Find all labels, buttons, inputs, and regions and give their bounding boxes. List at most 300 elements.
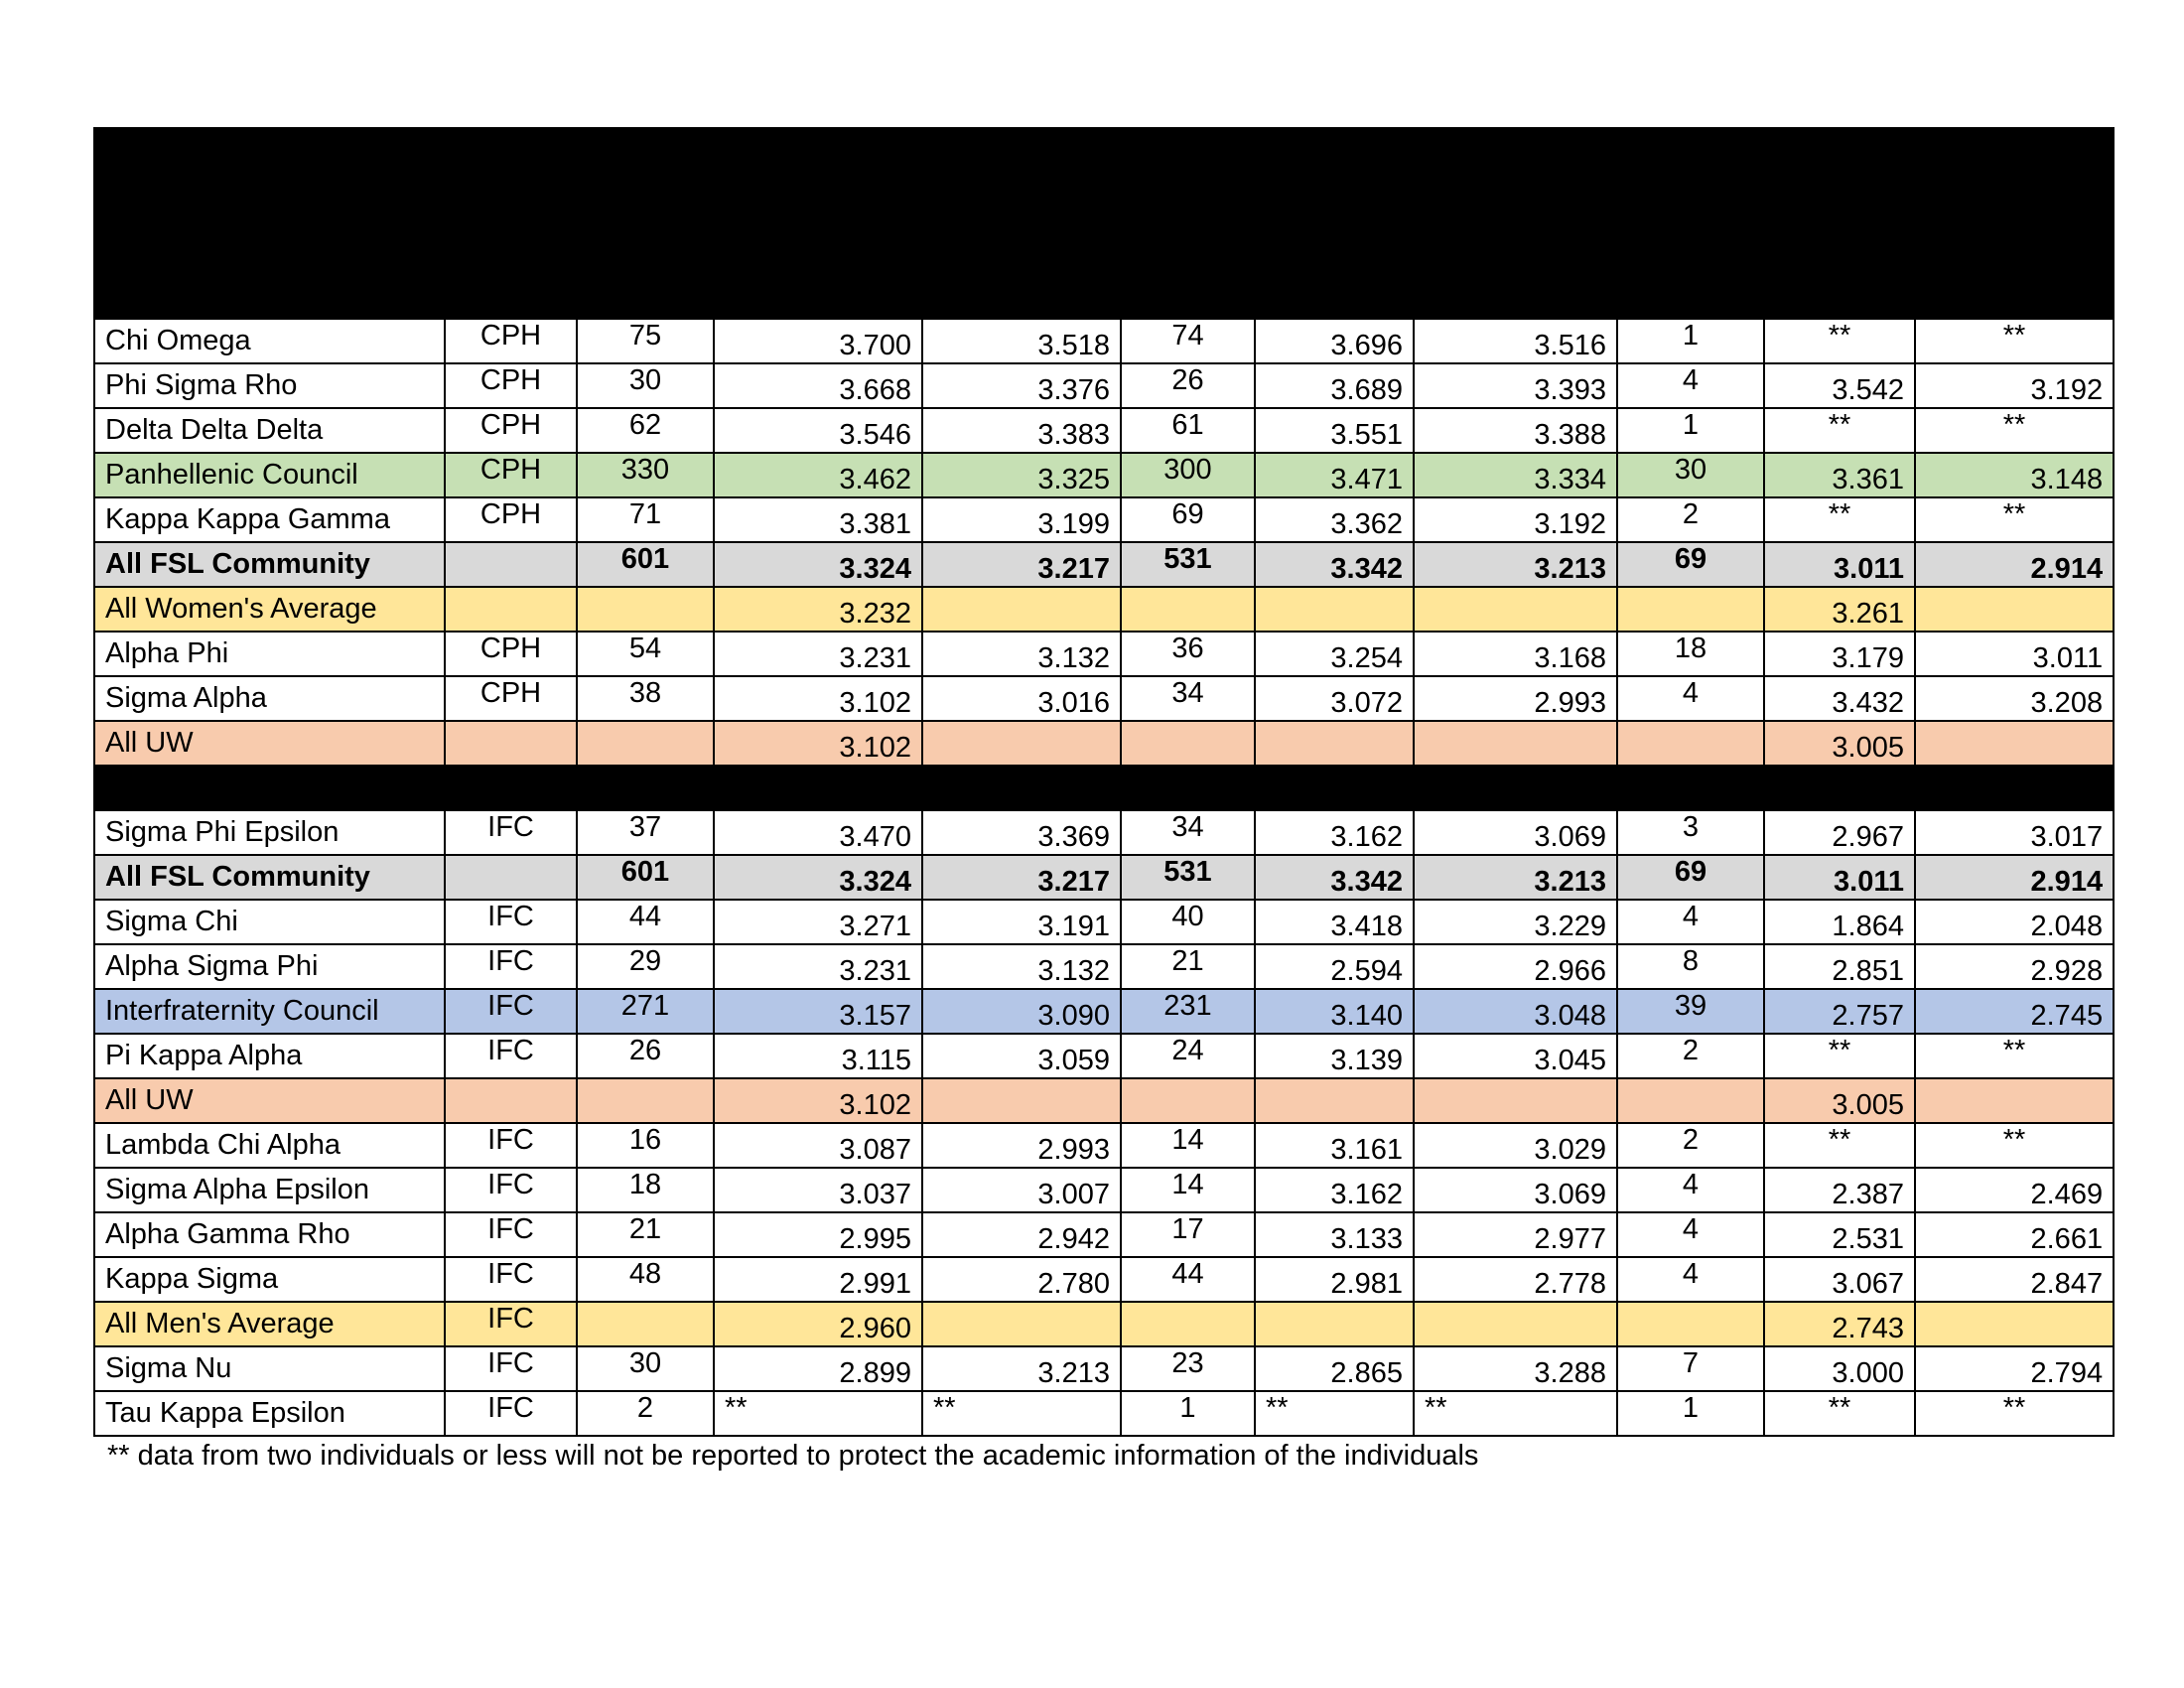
table-cell: 24 — [1121, 1034, 1255, 1078]
table-cell: 3.069 — [1414, 1168, 1617, 1212]
column-header — [94, 204, 445, 319]
table-cell: 2.757 — [1764, 989, 1915, 1034]
table-cell — [1255, 766, 1414, 810]
column-header-line: Semester — [755, 263, 881, 295]
chapter-name-cell: Interfraternity Council — [94, 989, 445, 1034]
table-cell: 2.794 — [1915, 1346, 2114, 1391]
column-header — [1121, 204, 1255, 319]
column-header-line: Full Chapter — [943, 226, 1100, 258]
column-header — [445, 204, 577, 319]
table-cell: CPH — [445, 408, 577, 453]
column-header — [577, 204, 714, 319]
table-cell: 4 — [1617, 900, 1764, 944]
table-cell: 30 — [577, 1346, 714, 1391]
table-cell — [1121, 1078, 1255, 1123]
chapter-name-cell: All UW — [94, 721, 445, 766]
chapter-name-cell — [94, 766, 445, 810]
table-cell: ** — [1764, 1391, 1915, 1436]
table-cell: 3.383 — [922, 408, 1121, 453]
table-cell: 3.072 — [1255, 676, 1414, 721]
table-cell: 2.531 — [1764, 1212, 1915, 1257]
column-header — [922, 204, 1121, 319]
table-cell: 16 — [577, 1123, 714, 1168]
chapter-name-cell: Delta Delta Delta — [94, 408, 445, 453]
table-cell: 29 — [577, 944, 714, 989]
chapter-name-cell: Panhellenic Council — [94, 453, 445, 497]
chapter-name-cell: Lambda Chi Alpha — [94, 1123, 445, 1168]
table-cell: 3.462 — [714, 453, 922, 497]
table-cell: 3.102 — [714, 676, 922, 721]
table-cell: 3.700 — [714, 319, 922, 363]
table-cell: 3.325 — [922, 453, 1121, 497]
table-row — [94, 944, 2114, 989]
table-cell: ** — [1915, 1391, 2114, 1436]
column-header-line: Active — [1476, 226, 1555, 258]
table-cell: 2.745 — [1915, 989, 2114, 1034]
table-cell: 3.102 — [714, 1078, 922, 1123]
chapter-name-cell: All Men's Average — [94, 1302, 445, 1346]
table-cell: 2.914 — [1915, 855, 2114, 900]
table-cell: 3.551 — [1255, 408, 1414, 453]
table-cell: 3.011 — [1915, 632, 2114, 676]
table-cell: 2.469 — [1915, 1168, 2114, 1212]
table-cell: 3.132 — [922, 944, 1121, 989]
table-cell: 3.229 — [1414, 900, 1617, 944]
table-cell: 2 — [1617, 1034, 1764, 1078]
table-cell — [1414, 1302, 1617, 1346]
table-cell: 21 — [1121, 944, 1255, 989]
table-cell: 3.162 — [1255, 1168, 1414, 1212]
table-cell: 3.342 — [1255, 542, 1414, 587]
chapter-name-cell: Sigma Alpha — [94, 676, 445, 721]
table-cell: 3.045 — [1414, 1034, 1617, 1078]
table-cell: 4 — [1617, 676, 1764, 721]
table-cell: 531 — [1121, 855, 1255, 900]
table-cell — [1617, 1078, 1764, 1123]
table-cell: 39 — [1617, 989, 1764, 1034]
table-cell: CPH — [445, 632, 577, 676]
chapter-name-cell: Sigma Alpha Epsilon — [94, 1168, 445, 1212]
table-cell: 2.851 — [1764, 944, 1915, 989]
chapter-name-cell: Kappa Sigma — [94, 1257, 445, 1302]
table-cell: 75 — [577, 319, 714, 363]
table-cell: 14 — [1121, 1123, 1255, 1168]
table-cell: 3.334 — [1414, 453, 1617, 497]
column-header-line: Cumulative — [949, 263, 1094, 295]
table-cell: IFC — [445, 1346, 577, 1391]
table-cell: 3.324 — [714, 542, 922, 587]
chapter-name-cell: All UW — [94, 1078, 445, 1123]
table-cell: 3.254 — [1255, 632, 1414, 676]
table-cell: 30 — [1617, 453, 1764, 497]
table-cell: 3.132 — [922, 632, 1121, 676]
table-cell: 2.977 — [1414, 1212, 1617, 1257]
table-cell: 3.542 — [1764, 363, 1915, 408]
table-cell: 2.993 — [1414, 676, 1617, 721]
chapter-name-cell: Tau Kappa Epsilon — [94, 1391, 445, 1436]
chapter-name-cell: Alpha Sigma Phi — [94, 944, 445, 989]
table-cell: 2.387 — [1764, 1168, 1915, 1212]
table-row — [94, 1346, 2114, 1391]
table-cell: 1 — [1617, 408, 1764, 453]
table-cell — [1121, 766, 1255, 810]
table-cell: ** — [1915, 1123, 2114, 1168]
table-cell: 3.213 — [1414, 855, 1617, 900]
table-row — [94, 1302, 2114, 1346]
column-header — [714, 204, 922, 319]
table-cell — [1414, 721, 1617, 766]
table-cell — [1617, 1302, 1764, 1346]
table-cell — [1915, 1302, 2114, 1346]
chapter-name-cell: Sigma Nu — [94, 1346, 445, 1391]
table-cell: 21 — [577, 1212, 714, 1257]
chapter-name-cell: Sigma Chi — [94, 900, 445, 944]
table-cell: 3.217 — [922, 542, 1121, 587]
table-cell: 3.133 — [1255, 1212, 1414, 1257]
table-cell: 3.157 — [714, 989, 922, 1034]
table-cell — [1617, 766, 1764, 810]
table-cell: IFC — [445, 1212, 577, 1257]
table-cell: ** — [1414, 1391, 1617, 1436]
table-cell: 34 — [1121, 810, 1255, 855]
table-cell — [1121, 587, 1255, 632]
table-cell: 3.148 — [1915, 453, 2114, 497]
table-cell: 3.689 — [1255, 363, 1414, 408]
table-cell: 3.516 — [1414, 319, 1617, 363]
table-cell: 69 — [1617, 542, 1764, 587]
table-cell: 3.668 — [714, 363, 922, 408]
table-cell: 2.928 — [1915, 944, 2114, 989]
table-cell — [1414, 587, 1617, 632]
table-row — [94, 676, 2114, 721]
table-cell: IFC — [445, 1168, 577, 1212]
table-cell: 8 — [1617, 944, 1764, 989]
table-cell — [1255, 1302, 1414, 1346]
table-cell: 3.005 — [1764, 721, 1915, 766]
table-cell — [1617, 587, 1764, 632]
table-cell: 3.016 — [922, 676, 1121, 721]
table-cell: 3.067 — [1764, 1257, 1915, 1302]
table-cell: 601 — [577, 855, 714, 900]
table-cell: 2.981 — [1255, 1257, 1414, 1302]
column-header — [1617, 204, 1764, 319]
table-cell: CPH — [445, 676, 577, 721]
table-cell: 2.048 — [1915, 900, 2114, 944]
table-cell: 2.995 — [714, 1212, 922, 1257]
section-divider-row — [94, 766, 2114, 810]
table-cell: 3.362 — [1255, 497, 1414, 542]
table-cell: 3.217 — [922, 855, 1121, 900]
table-cell: 3.161 — [1255, 1123, 1414, 1168]
table-cell: 2.778 — [1414, 1257, 1617, 1302]
table-cell — [577, 766, 714, 810]
column-header — [1915, 204, 2114, 319]
table-cell: 2.942 — [922, 1212, 1121, 1257]
table-cell: CPH — [445, 319, 577, 363]
table-cell — [577, 587, 714, 632]
table-cell: 3.470 — [714, 810, 922, 855]
table-cell: 34 — [1121, 676, 1255, 721]
chapter-name-cell: Alpha Gamma Rho — [94, 1212, 445, 1257]
table-cell: 3.090 — [922, 989, 1121, 1034]
table-cell: 74 — [1121, 319, 1255, 363]
column-header — [1255, 204, 1414, 319]
table-cell: 30 — [577, 363, 714, 408]
table-cell: 3.192 — [1414, 497, 1617, 542]
column-header-line: NM — [1991, 226, 2037, 258]
table-cell: 26 — [577, 1034, 714, 1078]
table-cell — [445, 721, 577, 766]
column-header-line: NM Size — [1636, 244, 1745, 277]
column-header — [1414, 204, 1617, 319]
table-row — [94, 900, 2114, 944]
table-cell: ** — [922, 1391, 1121, 1436]
table-cell — [445, 766, 577, 810]
table-cell: ** — [1764, 1123, 1915, 1168]
table-cell: 271 — [577, 989, 714, 1034]
table-cell: 3.418 — [1255, 900, 1414, 944]
table-cell: IFC — [445, 810, 577, 855]
column-header-line: Size — [616, 244, 674, 277]
table-cell: IFC — [445, 1257, 577, 1302]
table-cell — [1121, 1302, 1255, 1346]
table-cell: 3.168 — [1414, 632, 1617, 676]
chapter-name-cell: All Women's Average — [94, 587, 445, 632]
table-cell: 3.037 — [714, 1168, 922, 1212]
table-cell: 40 — [1121, 900, 1255, 944]
table-cell: 14 — [1121, 1168, 1255, 1212]
table-cell: 3.087 — [714, 1123, 922, 1168]
table-cell: 3.011 — [1764, 542, 1915, 587]
table-cell: 4 — [1617, 363, 1764, 408]
table-cell — [1255, 721, 1414, 766]
table-cell — [922, 721, 1121, 766]
table-cell: 3.232 — [714, 587, 922, 632]
table-cell: 3.069 — [1414, 810, 1617, 855]
table-row — [94, 1257, 2114, 1302]
report-title: Spring 2020 Academic Report for Fraternity & Sorority Life — [94, 128, 2114, 204]
table-cell: IFC — [445, 989, 577, 1034]
table-cell: 2.899 — [714, 1346, 922, 1391]
table-cell: 7 — [1617, 1346, 1764, 1391]
column-header — [1764, 204, 1915, 319]
table-cell — [445, 855, 577, 900]
table-cell: 3.518 — [922, 319, 1121, 363]
table-cell: 2 — [577, 1391, 714, 1436]
table-cell: 36 — [1121, 632, 1255, 676]
table-cell: 2.993 — [922, 1123, 1121, 1168]
column-header-line: NM Sem — [1783, 226, 1896, 258]
table-cell — [1255, 587, 1414, 632]
table-cell — [1915, 721, 2114, 766]
table-cell: 3.361 — [1764, 453, 1915, 497]
table-cell — [445, 542, 577, 587]
table-cell — [922, 766, 1121, 810]
table-cell: ** — [1255, 1391, 1414, 1436]
column-header-line: Council — [463, 244, 559, 277]
table-cell: 330 — [577, 453, 714, 497]
table-cell: 531 — [1121, 542, 1255, 587]
table-cell: IFC — [445, 1034, 577, 1078]
table-cell: 1 — [1121, 1391, 1255, 1436]
table-cell: 3.213 — [922, 1346, 1121, 1391]
table-cell: 69 — [1121, 497, 1255, 542]
table-cell: ** — [1764, 497, 1915, 542]
table-cell: 3.546 — [714, 408, 922, 453]
chapter-name-cell: All FSL Community — [94, 855, 445, 900]
footnote: ** data from two individuals or less will not be reported to protect the academic information of the individuals — [107, 1440, 1479, 1472]
column-header-line: Active — [1295, 226, 1374, 258]
table-cell: 2 — [1617, 1123, 1764, 1168]
table-cell: 1 — [1617, 319, 1764, 363]
table-cell: 4 — [1617, 1168, 1764, 1212]
table-cell — [714, 766, 922, 810]
chapter-name-cell: Kappa Kappa Gamma — [94, 497, 445, 542]
table-cell: 3.388 — [1414, 408, 1617, 453]
table-cell: 300 — [1121, 453, 1255, 497]
table-cell: 3.208 — [1915, 676, 2114, 721]
table-row — [94, 1123, 2114, 1168]
table-cell — [577, 1078, 714, 1123]
chapter-name-cell: All FSL Community — [94, 542, 445, 587]
table-row — [94, 721, 2114, 766]
table-row — [94, 363, 2114, 408]
table-cell: 2.960 — [714, 1302, 922, 1346]
table-cell: 3.342 — [1255, 855, 1414, 900]
table-cell: IFC — [445, 944, 577, 989]
table-cell: 4 — [1617, 1257, 1764, 1302]
table-cell — [1414, 766, 1617, 810]
table-cell: ** — [1915, 497, 2114, 542]
table-cell: 48 — [577, 1257, 714, 1302]
chapter-name-cell: Sigma Phi Epsilon — [94, 810, 445, 855]
table-cell: 71 — [577, 497, 714, 542]
column-header-line: Cumul. GPA — [1935, 263, 2094, 295]
column-header-line: Chapter — [217, 244, 322, 277]
table-cell: 37 — [577, 810, 714, 855]
table-cell: 2.865 — [1255, 1346, 1414, 1391]
table-cell: CPH — [445, 497, 577, 542]
table-cell — [1764, 766, 1915, 810]
column-header-line: GPA — [1810, 263, 1869, 295]
table-cell: 3.005 — [1764, 1078, 1915, 1123]
table-cell: 3.213 — [1414, 542, 1617, 587]
table-cell: 3.432 — [1764, 676, 1915, 721]
table-cell: 2.914 — [1915, 542, 2114, 587]
table-cell — [445, 1078, 577, 1123]
table-cell: CPH — [445, 363, 577, 408]
table-cell: 1 — [1617, 1391, 1764, 1436]
table-cell — [577, 1302, 714, 1346]
table-cell: CPH — [445, 453, 577, 497]
table-cell: 231 — [1121, 989, 1255, 1034]
table-cell: IFC — [445, 1302, 577, 1346]
table-cell — [922, 1078, 1121, 1123]
table-cell — [1617, 721, 1764, 766]
column-header-line: Sem GPA — [1271, 263, 1398, 295]
table-cell: ** — [1915, 408, 2114, 453]
table-cell: 54 — [577, 632, 714, 676]
table-row — [94, 587, 2114, 632]
table-row — [94, 1168, 2114, 1212]
table-cell: 2.967 — [1764, 810, 1915, 855]
table-row — [94, 497, 2114, 542]
table-cell: 2.847 — [1915, 1257, 2114, 1302]
table-row — [94, 855, 2114, 900]
table-row — [94, 408, 2114, 453]
table-cell: 2.780 — [922, 1257, 1121, 1302]
table-cell: 2.743 — [1764, 1302, 1915, 1346]
table-cell: 44 — [1121, 1257, 1255, 1302]
table-cell: 3.381 — [714, 497, 922, 542]
column-header-line: Size — [1160, 263, 1216, 295]
table-cell: 38 — [577, 676, 714, 721]
table-cell: 3.393 — [1414, 363, 1617, 408]
chapter-name-cell: Phi Sigma Rho — [94, 363, 445, 408]
table-cell: 3.017 — [1915, 810, 2114, 855]
table-cell: 2.966 — [1414, 944, 1617, 989]
table-cell — [1255, 1078, 1414, 1123]
table-cell — [577, 721, 714, 766]
table-cell: 3.102 — [714, 721, 922, 766]
table-cell: 2.594 — [1255, 944, 1414, 989]
table-row — [94, 1034, 2114, 1078]
chapter-name-cell: Chi Omega — [94, 319, 445, 363]
table-cell: 3.011 — [1764, 855, 1915, 900]
table-cell: 3.261 — [1764, 587, 1915, 632]
table-cell: 3.007 — [922, 1168, 1121, 1212]
table-row — [94, 1391, 2114, 1436]
table-cell: ** — [1915, 1034, 2114, 1078]
column-header-line: Cumul. GPA — [1435, 263, 1594, 295]
table-row — [94, 542, 2114, 587]
table-cell: 3.376 — [922, 363, 1121, 408]
table-cell: 3 — [1617, 810, 1764, 855]
table-row — [94, 1078, 2114, 1123]
academic-report-table — [93, 127, 2115, 1437]
table-cell: 3.471 — [1255, 453, 1414, 497]
table-cell: 3.199 — [922, 497, 1121, 542]
table-cell — [1915, 766, 2114, 810]
table-row — [94, 453, 2114, 497]
table-cell: 18 — [1617, 632, 1764, 676]
table-cell: 3.115 — [714, 1034, 922, 1078]
table-cell: 3.000 — [1764, 1346, 1915, 1391]
table-cell: 3.192 — [1915, 363, 2114, 408]
table-cell: 17 — [1121, 1212, 1255, 1257]
table-cell: ** — [1764, 408, 1915, 453]
table-cell — [922, 1302, 1121, 1346]
table-cell: 3.324 — [714, 855, 922, 900]
table-row — [94, 989, 2114, 1034]
chapter-name-cell: Pi Kappa Alpha — [94, 1034, 445, 1078]
table-cell: 3.288 — [1414, 1346, 1617, 1391]
table-cell: 3.179 — [1764, 632, 1915, 676]
table-cell: IFC — [445, 1391, 577, 1436]
table-cell: 23 — [1121, 1346, 1255, 1391]
table-cell: 3.191 — [922, 900, 1121, 944]
table-cell — [445, 587, 577, 632]
table-cell — [1915, 587, 2114, 632]
table-cell: 26 — [1121, 363, 1255, 408]
table-cell — [1121, 721, 1255, 766]
table-row — [94, 810, 2114, 855]
chapter-name-cell: Alpha Phi — [94, 632, 445, 676]
column-header-row — [94, 204, 2114, 319]
table-cell: 3.048 — [1414, 989, 1617, 1034]
table-cell: 61 — [1121, 408, 1255, 453]
table-cell: ** — [714, 1391, 922, 1436]
